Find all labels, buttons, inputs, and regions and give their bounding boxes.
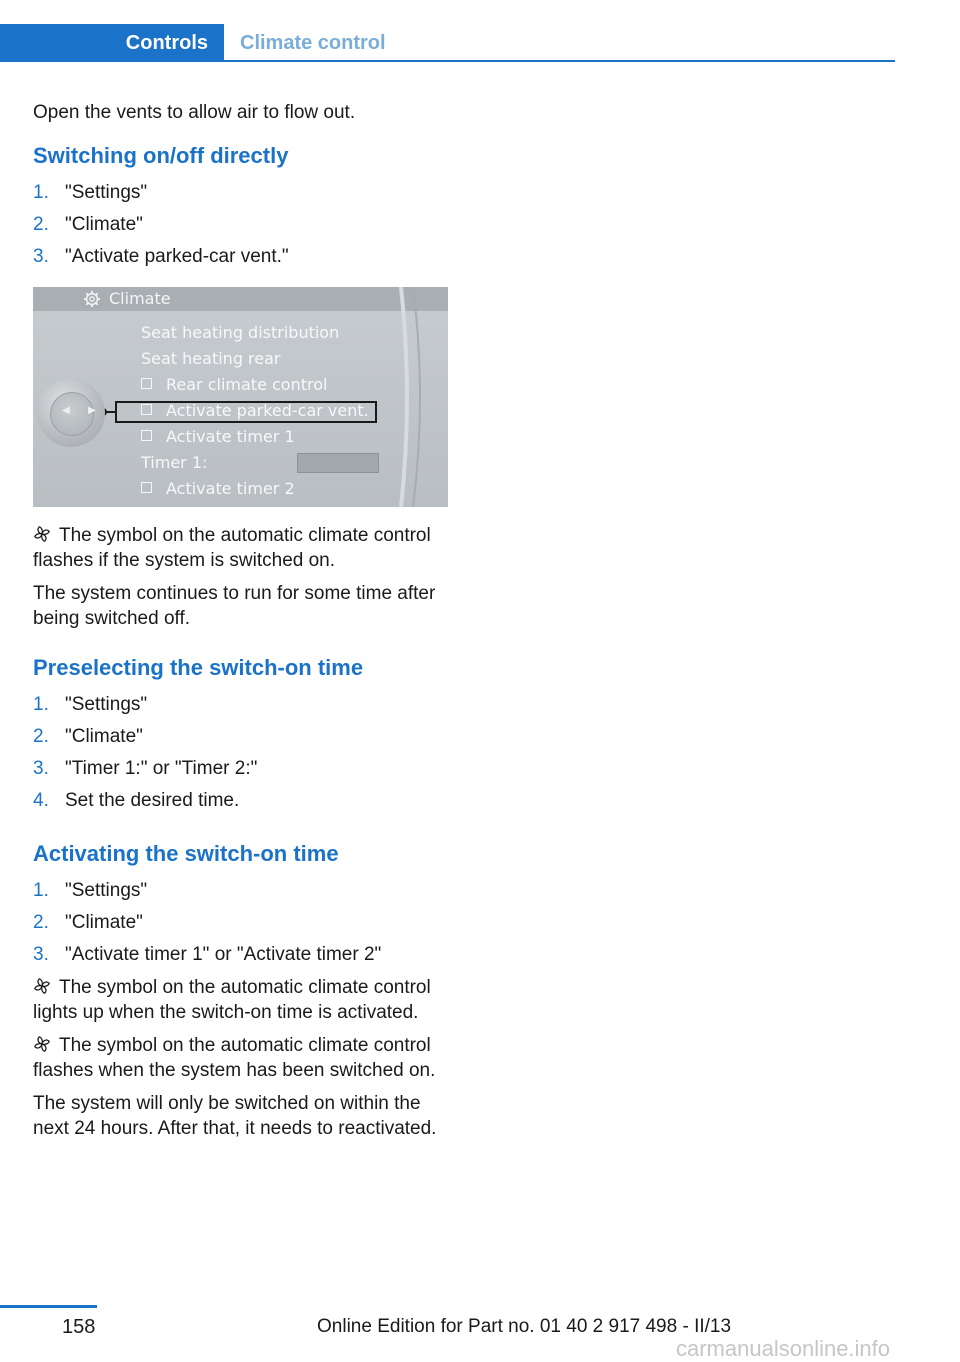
arrow-right-icon: ▶	[88, 405, 96, 416]
checkbox-icon	[141, 378, 152, 389]
timer-1-field	[297, 453, 379, 473]
switching-steps	[33, 177, 451, 273]
arrow-left-icon: ◀	[62, 405, 70, 416]
idrive-screen-figure	[33, 287, 448, 507]
checkbox-icon	[141, 430, 152, 441]
menu-item-timer-1: Timer 1:	[141, 453, 208, 472]
fan-icon	[33, 1035, 51, 1053]
footer-rule	[0, 1305, 97, 1308]
heading-preselecting: Preselecting the switch-on time	[33, 655, 364, 680]
menu-item-seat-heating-distribution: Seat heating distribution	[141, 323, 340, 342]
list-item: 1. "Settings"	[33, 880, 148, 901]
menu-item-activate-timer-1: Activate timer 1	[141, 427, 295, 446]
screen-title: Climate	[109, 289, 171, 308]
list-item: 1. "Settings"	[33, 694, 148, 715]
fan-icon	[33, 525, 51, 543]
intro-text: Open the vents to allow air to flow out.	[33, 102, 356, 123]
chapter-tab	[0, 24, 224, 62]
gear-icon	[83, 290, 101, 308]
heading-activating: Activating the switch-on time	[33, 841, 339, 866]
paragraph: The system continues to run for some time after being switched off.	[33, 583, 436, 629]
selection-highlight	[115, 401, 377, 423]
fan-icon	[33, 977, 51, 995]
paragraph: The system will only be switched on within the next 24 hours. After that, it needs to reactivated.	[33, 1093, 437, 1139]
list-item: 3. "Timer 1:" or "Timer 2:"	[33, 758, 258, 779]
paragraph: The symbol on the automatic climate control flashes when the system has been switched on.	[33, 1035, 436, 1081]
menu-item-rear-climate-control: Rear climate control	[141, 375, 327, 394]
menu-item-activate-timer-2: Activate timer 2	[141, 479, 295, 498]
list-item: 2. "Climate"	[33, 912, 143, 933]
preselecting-steps	[33, 689, 451, 817]
header-rule	[0, 60, 895, 62]
heading-switching: Switching on/off directly	[33, 143, 289, 168]
chapter-tab-label: Controls	[125, 31, 208, 54]
watermark: carmanualsonline.info	[676, 1336, 891, 1361]
list-item: 2. "Climate"	[33, 726, 143, 747]
checkbox-icon	[141, 482, 152, 493]
activating-steps	[33, 875, 451, 971]
section-tab	[240, 24, 386, 62]
list-item: 3. "Activate parked-car vent."	[33, 246, 289, 267]
edition-note: Online Edition for Part no. 01 40 2 917 498 - II/13	[317, 1316, 732, 1337]
page-number: 158	[62, 1316, 96, 1338]
screen-bezel-curve	[383, 287, 443, 507]
menu-item-seat-heating-rear: Seat heating rear	[141, 349, 281, 368]
menu-item-activate-parked-car-vent: Activate parked-car vent.	[141, 401, 369, 420]
paragraph: The symbol on the automatic climate control lights up when the switch-on time is activated.	[33, 977, 431, 1023]
paragraph: The symbol on the automatic climate control flashes if the system is switched on.	[33, 525, 431, 571]
list-item: 4. Set the desired time.	[33, 790, 240, 811]
list-item: 2. "Climate"	[33, 214, 143, 235]
content-column	[33, 100, 451, 1149]
list-item: 3. "Activate timer 1" or "Activate timer 2"	[33, 944, 382, 965]
section-tab-label: Climate control	[240, 31, 386, 54]
list-item: 1. "Settings"	[33, 182, 148, 203]
